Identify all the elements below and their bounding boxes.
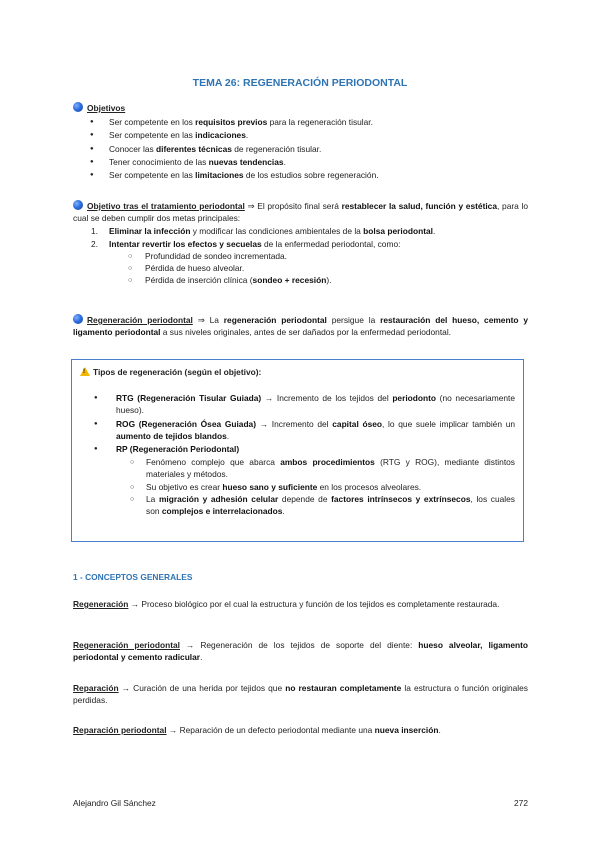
arrow-icon: ⇒ [197,315,205,325]
objetivo-item: ● Tener conocimiento de las nuevas tendencias. [73,156,528,168]
regeneracion-heading: Regeneración periodontal [87,315,193,325]
definition-regeneracion-periodontal: Regeneración periodontal → Regeneración de los tejidos de soporte del diente: hueso alveolar, ligamento periodontal y cemento radicular. [73,640,528,663]
definition-regeneracion: Regeneración → Proceso biológico por el cual la estructura y función de los tejidos es completamente restaurada. [73,599,500,609]
objetivo-item: ● Ser competente en los requisitos previos para la regeneración tisular. [73,116,528,128]
blue-circle-icon [73,200,83,210]
objetivo-tratamiento-section [73,200,528,286]
text: El propósito final será [254,201,342,211]
footer-author: Alejandro Gil Sánchez [73,798,156,808]
sub-item: ○ La migración y adhesión celular depende de factores intrínsecos y extrínsecos, los cuales son complejos e interrelacionados. [80,493,515,517]
bold-text: restablecer la salud, función y estética [341,201,498,211]
page-title: TEMA 26: REGENERACIÓN PERIODONTAL [192,77,408,89]
definition-reparacion: Reparación → Curación de una herida por tejidos que no restauran completamente la estructura o función originales perdidas. [73,683,528,706]
text: , para lo cual se deben cumplir dos metas principales: [73,201,529,224]
list-item: ● ROG (Regeneración Ósea Guiada) → Incremento del capital óseo, lo que suele implicar también un aumento de tejidos blandos. [80,418,515,442]
objetivo-item: ● Ser competente en las limitaciones de los estudios sobre regeneración. [73,169,528,181]
definition-reparacion-periodontal: Reparación periodontal → Reparación de un defecto periodontal mediante una nueva inserción. [73,725,441,735]
goal-item: 1. Eliminar la infección y modificar las condiciones ambientales de la bolsa periodontal. [91,226,436,237]
regeneracion-section: Regeneración periodontal ⇒ La regeneración periodontal persigue la restauración del hueso, cemento y ligamento periodontal a sus niveles originales, antes de ser dañados por la enfermedad periodontal. [73,315,528,338]
arrow-icon: ⇒ [247,201,255,211]
footer-page-number: 272 [514,798,528,808]
list-item: ● RP (Regeneración Periodontal) [80,443,515,455]
tipos-regeneracion-box [71,359,524,542]
tipos-list [80,392,515,455]
rp-sublist [80,456,515,517]
objetivos-heading: Objetivos [87,103,126,113]
blue-circle-icon [73,314,83,324]
objetivos-list [73,116,528,181]
objetivos-section [73,102,528,182]
box-heading: Tipos de regeneración (según el objetivo): [93,367,262,377]
blue-circle-icon [73,102,83,112]
objetivo-item: ● Ser competente en las indicaciones. [73,129,528,141]
warning-icon [80,367,90,376]
objetivo-item: ● Conocer las diferentes técnicas de regeneración tisular. [73,143,528,155]
sub-item: ○ Profundidad de sondeo incrementada. [73,250,528,262]
objetivo-tratamiento-heading: Objetivo tras el tratamiento periodontal [87,201,245,211]
goal-sublist [73,250,528,287]
sub-item: ○ Fenómeno complejo que abarca ambos procedimientos (RTG y ROG), mediante distintos materiales y métodos. [80,456,515,480]
sub-item: ○ Pérdida de hueso alveolar. [73,262,528,274]
list-item: ● RTG (Regeneración Tisular Guiada) → Incremento de los tejidos del periodonto (no necesariamente hueso). [80,392,515,416]
sub-item: ○ Su objetivo es crear hueso sano y suficiente en los procesos alveolares. [80,481,515,493]
section-heading: 1 - CONCEPTOS GENERALES [73,572,193,582]
sub-item: ○ Pérdida de inserción clínica (sondeo + recesión). [73,274,528,286]
goal-item: 2. Intentar revertir los efectos y secuelas de la enfermedad periodontal, como: [91,238,401,249]
